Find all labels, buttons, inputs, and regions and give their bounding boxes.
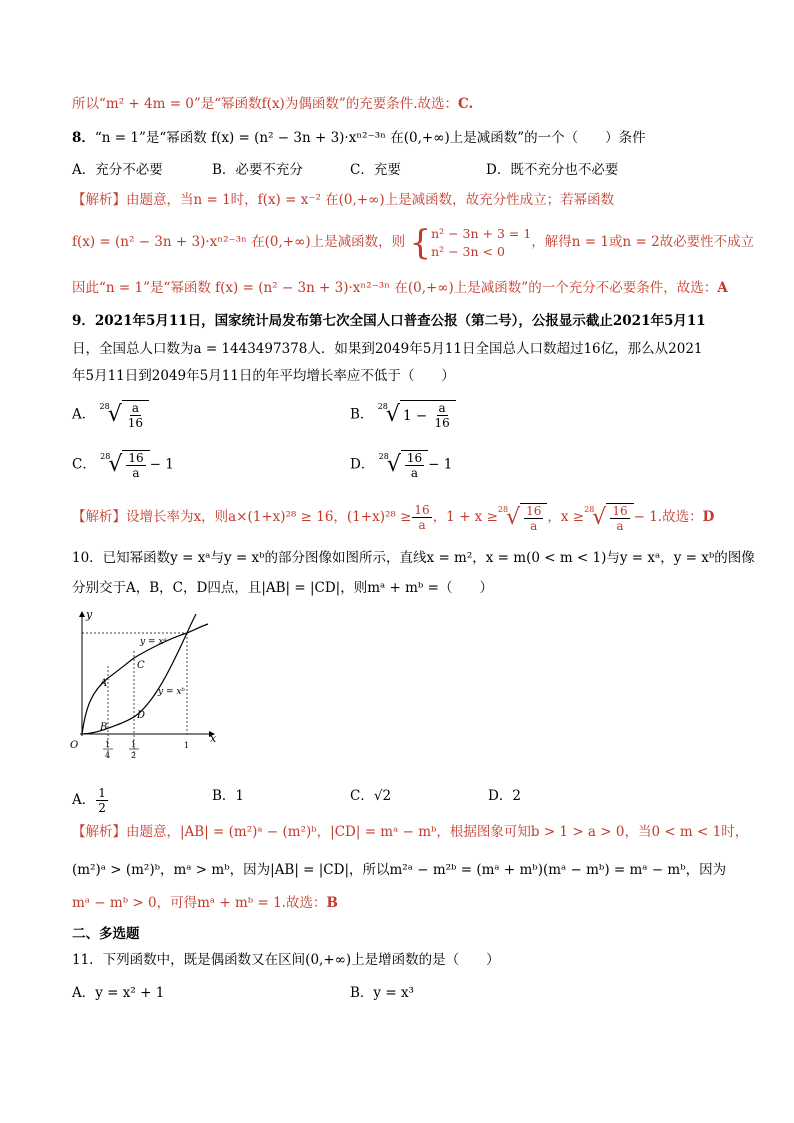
q10-stem-line1: 10．已知幂函数y = xᵃ与y = xᵇ的部分图像如图所示，直线x = m²，x = m(0 < m < 1)与y = xᵃ，y = xᵇ的图像: [72, 550, 755, 566]
q9-option-a: A． 28 √ $\frac{a}{16}$: [72, 400, 149, 430]
q9-analysis: 【解析】设增长率为x，则a×(1+x)²⁸ ≥ 16，(1+x)²⁸ ≥ $\frac{16}{a}$ ，1 + x ≥ 28 √ $\frac{16}{a}$ ，x ≥ 28 √ $\frac{16}{a}$ − 1.故选：D: [72, 503, 715, 533]
q9-option-b: B． 28 √ 1 − $\frac{a}{16}$: [350, 400, 456, 430]
tick-half-num: 1: [131, 740, 137, 749]
point-a-label: A: [100, 678, 108, 689]
q8-analysis-line1: 【解析】由题意，当n = 1时，f(x) = x⁻² 在(0,+∞)上是减函数，故充分性成立；若幂函数: [72, 192, 615, 208]
q8-answer: A: [717, 280, 728, 296]
q10-analysis-line2: (m²)ᵃ > (m²)ᵇ，mᵃ > mᵇ，因为|AB| = |CD|，所以m²ᵃ − m²ᵇ = (mᵃ + mᵇ)(mᵃ − mᵇ) = mᵃ − mᵇ，因为: [72, 862, 727, 878]
y-axis-label: y: [86, 608, 93, 621]
q9-answer: D: [702, 509, 715, 525]
q8-option-b: B．必要不充分: [212, 162, 303, 178]
section-title: 二、多选题: [72, 926, 140, 942]
q10-stem-line2: 分别交于A，B，C，D四点，且|AB| = |CD|，则mᵃ + mᵇ =（ ）: [72, 580, 493, 596]
q11-option-a: A．y = x² + 1: [72, 985, 165, 1001]
origin-label: O: [70, 740, 79, 751]
q8-inequality-system: { n² − 3n + 3 = 1 n² − 3n < 0: [409, 222, 532, 263]
q10-answer: B: [326, 895, 338, 911]
tick-quarter-den: 4: [105, 751, 111, 760]
curve-a-label: y = xᵃ: [140, 637, 167, 647]
tick-quarter-num: 1: [105, 740, 111, 749]
q7-answer: C.: [458, 96, 474, 112]
tick-one: 1: [184, 741, 190, 750]
q9-option-c: C． 28 √ $\frac{16}{a}$ − 1: [72, 451, 174, 480]
q9-stem-line2: 日，全国总人口数为a = 1443497378人．如果到2049年5月11日全国总人口数超过16亿，那么从2021: [72, 341, 703, 357]
q8-option-a: A．充分不必要: [72, 162, 163, 178]
q10-graph: [64, 606, 224, 776]
q9-stem-line1: 9．2021年5月11日，国家统计局发布第七次全国人口普查公报（第二号），公报显示截止2021年5月11: [72, 313, 706, 329]
point-c-label: C: [137, 660, 145, 671]
q8-analysis-line2: f(x) = (n² − 3n + 3)·xⁿ²⁻³ⁿ 在(0,+∞)上是减函数，则 { n² − 3n + 3 = 1 n² − 3n < 0 ，解得n = 1或n = 2故必要性不成立: [72, 222, 755, 263]
q8-analysis-line3: 因此“n = 1”是“幂函数 f(x) = (n² − 3n + 3)·xⁿ²⁻³ⁿ 在(0,+∞)上是减函数”的一个充分不必要条件，故选：A: [72, 280, 728, 296]
q9-option-d: D． 28 √ $\frac{16}{a}$ − 1: [350, 451, 453, 480]
q7-conclusion: 所以“m² + 4m = 0”是“幂函数f(x)为偶函数”的充要条件.故选：C.: [72, 96, 474, 112]
q10-option-d: D．2: [488, 788, 521, 804]
point-d-label: D: [137, 710, 146, 721]
x-axis-label: x: [210, 732, 217, 745]
q10-option-a: A． $\frac{1}{2}$: [72, 786, 106, 815]
q8-option-d: D．既不充分也不必要: [486, 162, 619, 178]
curve-b-label: y = xᵇ: [158, 687, 186, 697]
analysis-tag: 【解析】: [72, 192, 126, 208]
q9-stem-line3: 年5月11日到2049年5月11日的年平均增长率应不低于（ ）: [72, 368, 455, 384]
q10-analysis-line1: 【解析】由题意，|AB| = (m²)ᵃ − (m²)ᵇ，|CD| = mᵃ − mᵇ，根据图象可知b > 1 > a > 0，当0 < m < 1时，: [72, 824, 749, 840]
q8-stem: 8．“n = 1”是“幂函数 f(x) = (n² − 3n + 3)·xⁿ²⁻³ⁿ 在(0,+∞)上是减函数”的一个（ ）条件: [72, 130, 646, 146]
q10-option-c: C．√2: [350, 788, 392, 804]
q11-stem: 11．下列函数中，既是偶函数又在区间(0,+∞)上是增函数的是（ ）: [72, 952, 500, 968]
q11-option-b: B．y = x³: [350, 985, 414, 1001]
q10-analysis-line3: mᵃ − mᵇ > 0，可得mᵃ + mᵇ = 1.故选：B: [72, 895, 338, 911]
q10-option-b: B．1: [212, 788, 245, 804]
q8-option-c: C．充要: [350, 162, 401, 178]
point-b-label: B: [100, 722, 108, 733]
tick-half-den: 2: [131, 751, 137, 760]
